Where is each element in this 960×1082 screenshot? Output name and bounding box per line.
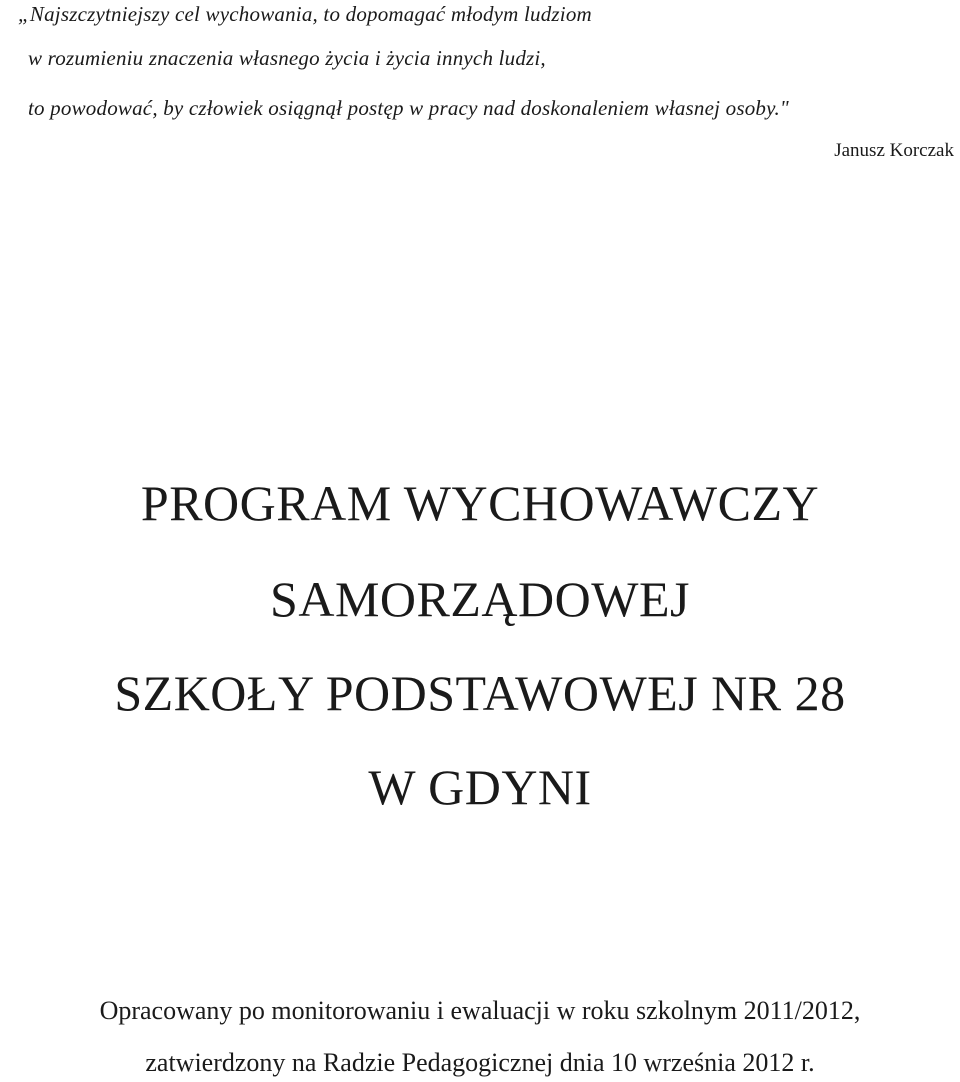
- quote-line-2: w rozumieniu znaczenia własnego życia i życia innych ludzi,: [28, 46, 546, 70]
- quote-author: Janusz Korczak: [834, 140, 954, 161]
- footer-line-2: zatwierdzony na Radzie Pedagogicznej dnia 10 września 2012 r.: [145, 1048, 815, 1077]
- footer-line-1: Opracowany po monitorowaniu i ewaluacji w roku szkolnym 2011/2012,: [99, 996, 861, 1025]
- quote-line-3: to powodować, by człowiek osiągnął postęp w pracy nad doskonaleniem własnej osoby.": [28, 96, 789, 120]
- title-line-1: PROGRAM WYCHOWAWCZY: [140, 475, 820, 531]
- title-line-3: SZKOŁY PODSTAWOWEJ NR 28: [114, 665, 846, 721]
- title-line-4: W GDYNI: [368, 759, 592, 815]
- quote-line-1: „Najszczytniejszy cel wychowania, to dopomagać młodym ludziom: [18, 2, 592, 26]
- title-line-2: SAMORZĄDOWEJ: [270, 571, 690, 627]
